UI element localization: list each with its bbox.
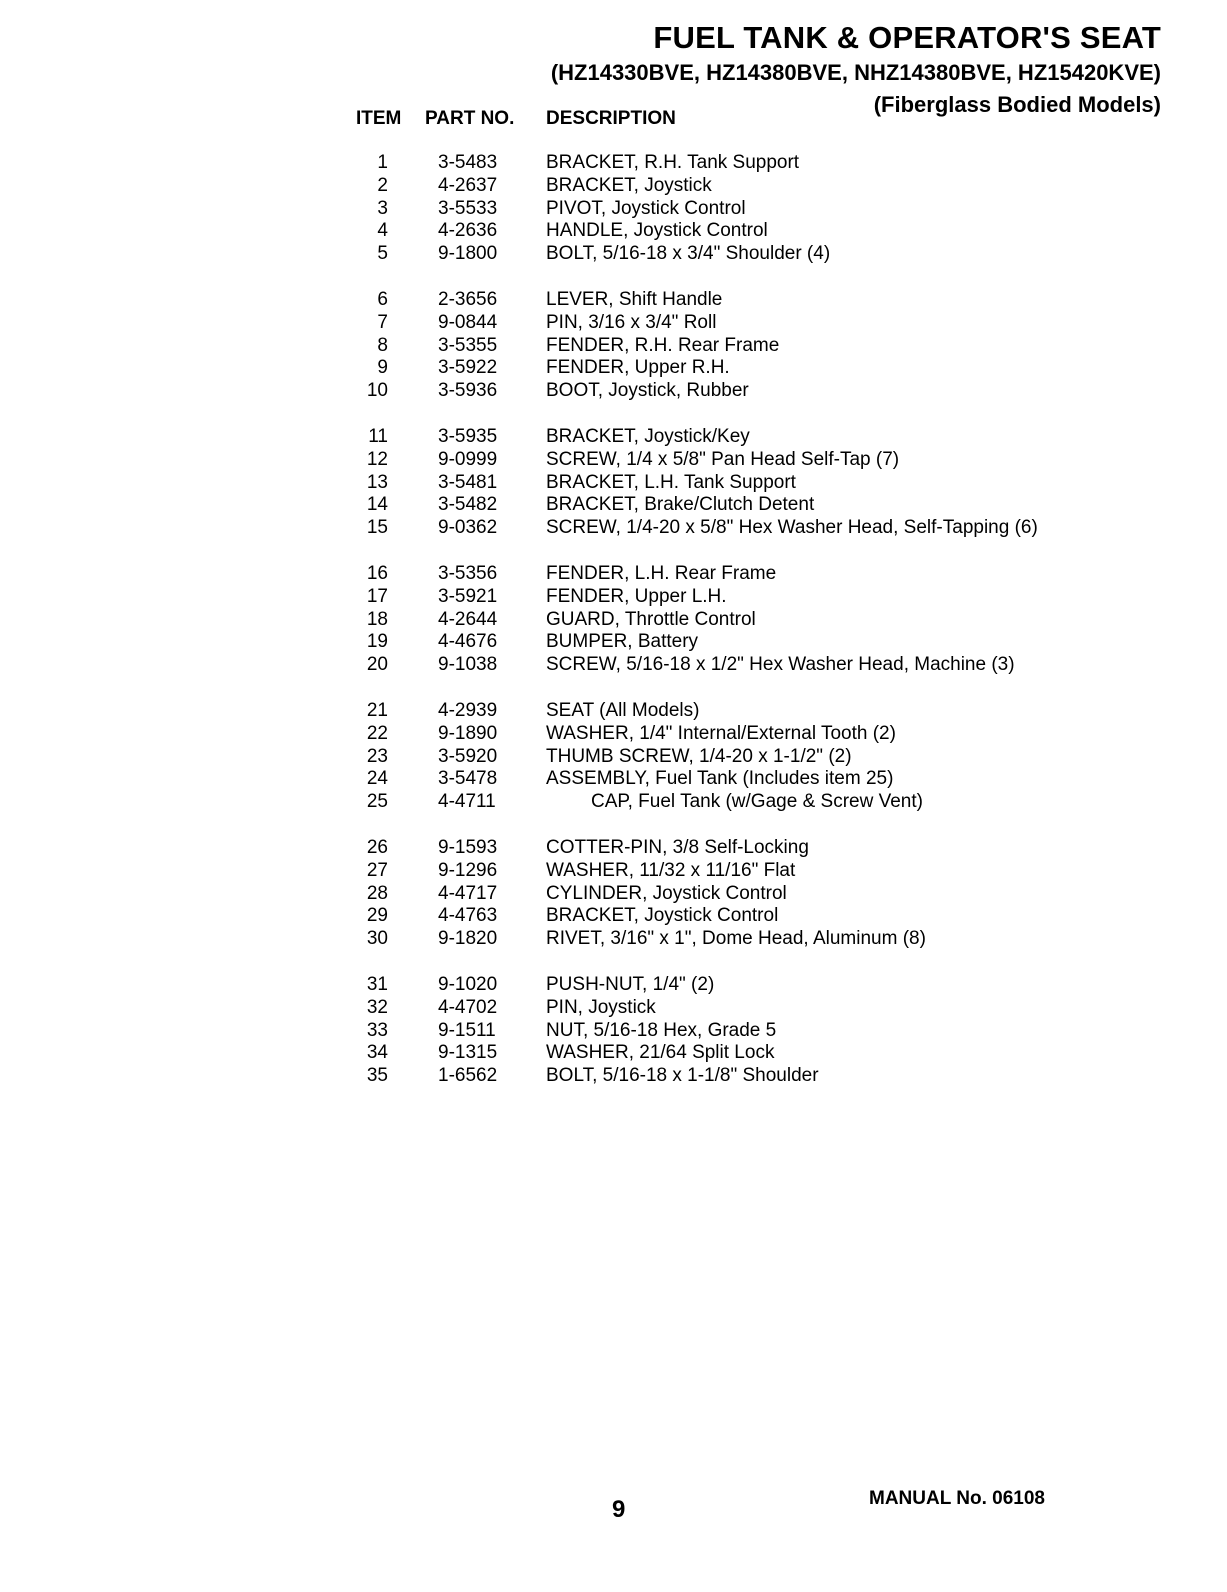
- part-description: BOOT, Joystick, Rubber: [546, 380, 749, 402]
- part-description: SCREW, 1/4-20 x 5/8" Hex Washer Head, Self-Tapping (6): [546, 517, 1038, 539]
- column-header-part-no: PART NO.: [425, 108, 515, 129]
- parts-group: [0, 700, 1227, 814]
- parts-row: [0, 654, 1227, 677]
- parts-row: [0, 928, 1227, 951]
- part-number: 3-5920: [438, 745, 498, 767]
- parts-row: [0, 1065, 1227, 1088]
- part-number: 4-4763: [438, 905, 498, 927]
- part-number: 9-0844: [438, 311, 498, 333]
- part-description: SEAT (All Models): [546, 699, 700, 721]
- part-description: FENDER, R.H. Rear Frame: [546, 334, 780, 356]
- part-description: BRACKET, R.H. Tank Support: [546, 152, 800, 173]
- item-number: 23: [366, 745, 388, 767]
- parts-row: [0, 220, 1227, 243]
- part-number: 4-2939: [438, 699, 498, 721]
- column-header-description: DESCRIPTION: [546, 108, 676, 129]
- parts-group: [0, 426, 1227, 540]
- part-number: 3-5936: [438, 380, 498, 402]
- parts-list: [0, 152, 1227, 1111]
- part-number: 9-1038: [438, 654, 498, 676]
- parts-row: [0, 426, 1227, 449]
- parts-row: [0, 974, 1227, 997]
- parts-row: [0, 380, 1227, 403]
- item-number: 34: [366, 1042, 388, 1064]
- part-description: SCREW, 5/16-18 x 1/2" Hex Washer Head, Machine (3): [546, 654, 1015, 676]
- parts-row: [0, 289, 1227, 312]
- part-description: BOLT, 5/16-18 x 3/4" Shoulder (4): [546, 243, 831, 265]
- part-number: 4-2637: [438, 174, 498, 196]
- parts-row: [0, 791, 1227, 814]
- part-number: 3-5482: [438, 494, 498, 516]
- part-description: FENDER, Upper L.H.: [546, 585, 727, 607]
- item-number: 2: [377, 174, 388, 196]
- part-number: 3-5481: [438, 471, 498, 493]
- parts-group: [0, 974, 1227, 1088]
- item-number: 18: [366, 608, 388, 630]
- item-number: 22: [366, 722, 388, 744]
- part-number: 4-2636: [438, 220, 498, 242]
- part-description: THUMB SCREW, 1/4-20 x 1-1/2" (2): [546, 745, 852, 767]
- part-description: RIVET, 3/16" x 1", Dome Head, Aluminum (8): [546, 928, 926, 950]
- parts-row: [0, 243, 1227, 266]
- item-number: 21: [366, 699, 388, 721]
- part-description: FENDER, L.H. Rear Frame: [546, 562, 777, 584]
- part-number: 9-1800: [438, 243, 498, 265]
- page-number: 9: [612, 1496, 626, 1523]
- parts-group: [0, 563, 1227, 677]
- item-number: 13: [366, 471, 388, 493]
- parts-group: [0, 152, 1227, 266]
- part-description: BRACKET, Joystick/Key: [546, 425, 750, 447]
- part-number: 4-4717: [438, 882, 498, 904]
- item-number: 12: [366, 448, 388, 470]
- item-number: 30: [366, 928, 388, 950]
- part-number: 2-3656: [438, 288, 498, 310]
- parts-row: [0, 905, 1227, 928]
- part-number: 3-5478: [438, 768, 498, 790]
- part-description: COTTER-PIN, 3/8 Self-Locking: [546, 836, 809, 858]
- part-description: WASHER, 1/4" Internal/External Tooth (2): [546, 722, 896, 744]
- part-description: FENDER, Upper R.H.: [546, 357, 730, 379]
- item-number: 5: [377, 243, 388, 265]
- parts-row: [0, 700, 1227, 723]
- part-number: 9-1315: [438, 1042, 498, 1064]
- part-description: WASHER, 21/64 Split Lock: [546, 1042, 775, 1064]
- part-description: BOLT, 5/16-18 x 1-1/8" Shoulder: [546, 1065, 819, 1087]
- part-number: 1-6562: [438, 1065, 498, 1087]
- parts-row: [0, 472, 1227, 495]
- part-number: 9-1820: [438, 928, 498, 950]
- part-description: PIVOT, Joystick Control: [546, 197, 746, 219]
- parts-row: [0, 517, 1227, 540]
- item-number: 17: [366, 585, 388, 607]
- item-number: 20: [366, 654, 388, 676]
- parts-group: [0, 837, 1227, 951]
- parts-row: [0, 746, 1227, 769]
- page-title: FUEL TANK & OPERATOR'S SEAT: [653, 20, 1161, 55]
- part-description: ASSEMBLY, Fuel Tank (Includes item 25): [546, 768, 894, 790]
- item-number: 33: [366, 1019, 388, 1041]
- item-number: 29: [366, 905, 388, 927]
- parts-row: [0, 357, 1227, 380]
- part-number: 3-5922: [438, 357, 498, 379]
- parts-row: [0, 609, 1227, 632]
- parts-group: [0, 289, 1227, 403]
- part-description: BRACKET, Joystick: [546, 174, 712, 196]
- item-number: 31: [366, 973, 388, 995]
- part-description: BRACKET, L.H. Tank Support: [546, 471, 796, 493]
- part-description: PIN, Joystick: [546, 996, 656, 1018]
- item-number: 25: [366, 791, 388, 813]
- part-description: WASHER, 11/32 x 11/16" Flat: [546, 859, 796, 881]
- part-number: 9-0999: [438, 448, 498, 470]
- part-description: PUSH-NUT, 1/4" (2): [546, 973, 715, 995]
- part-description: SCREW, 1/4 x 5/8" Pan Head Self-Tap (7): [546, 448, 900, 470]
- item-number: 14: [366, 494, 388, 516]
- part-number: 9-1020: [438, 973, 498, 995]
- part-number: 4-4711: [438, 791, 496, 813]
- item-number: 28: [366, 882, 388, 904]
- part-number: 4-4702: [438, 996, 498, 1018]
- part-number: 9-1890: [438, 722, 498, 744]
- part-number: 3-5935: [438, 425, 498, 447]
- item-number: 11: [368, 425, 388, 447]
- item-number: 6: [377, 288, 388, 310]
- parts-row: [0, 175, 1227, 198]
- part-number: 9-1296: [438, 859, 498, 881]
- parts-row: [0, 335, 1227, 358]
- model-list: (HZ14330BVE, HZ14380BVE, NHZ14380BVE, HZ15420KVE): [550, 60, 1161, 85]
- item-number: 8: [377, 334, 388, 356]
- part-description: NUT, 5/16-18 Hex, Grade 5: [546, 1019, 777, 1041]
- part-description: CYLINDER, Joystick Control: [546, 882, 787, 904]
- part-description: LEVER, Shift Handle: [546, 288, 723, 310]
- part-number: 3-5533: [438, 197, 498, 219]
- parts-row: [0, 152, 1227, 175]
- parts-row: [0, 883, 1227, 906]
- part-description: HANDLE, Joystick Control: [546, 220, 768, 242]
- item-number: 19: [366, 631, 388, 653]
- part-number: 9-1593: [438, 836, 498, 858]
- item-number: 26: [366, 836, 388, 858]
- parts-row: [0, 449, 1227, 472]
- item-number: 35: [366, 1065, 388, 1087]
- part-number: 4-2644: [438, 608, 498, 630]
- item-number: 27: [366, 859, 388, 881]
- part-number: 3-5356: [438, 562, 498, 584]
- part-number: 3-5483: [438, 152, 498, 173]
- column-header-item: ITEM: [356, 108, 402, 129]
- parts-row: [0, 586, 1227, 609]
- parts-row: [0, 198, 1227, 221]
- item-number: 9: [377, 357, 388, 379]
- parts-row: [0, 723, 1227, 746]
- parts-row: [0, 563, 1227, 586]
- item-number: 24: [366, 768, 388, 790]
- parts-row: [0, 860, 1227, 883]
- part-description: BUMPER, Battery: [546, 631, 699, 653]
- item-number: 10: [366, 380, 388, 402]
- part-number: 3-5355: [438, 334, 498, 356]
- item-number: 16: [366, 562, 388, 584]
- manual-number: MANUAL No. 06108: [869, 1488, 1045, 1509]
- parts-row: [0, 997, 1227, 1020]
- parts-row: [0, 631, 1227, 654]
- item-number: 4: [377, 220, 388, 242]
- item-number: 3: [377, 197, 388, 219]
- parts-row: [0, 494, 1227, 517]
- part-description: CAP, Fuel Tank (w/Gage & Screw Vent): [591, 791, 923, 813]
- parts-row: [0, 768, 1227, 791]
- parts-row: [0, 312, 1227, 335]
- item-number: 15: [366, 517, 388, 539]
- part-description: GUARD, Throttle Control: [546, 608, 756, 630]
- item-number: 32: [366, 996, 388, 1018]
- parts-row: [0, 1042, 1227, 1065]
- item-number: 1: [377, 152, 388, 173]
- parts-row: [0, 1020, 1227, 1043]
- part-description: PIN, 3/16 x 3/4" Roll: [546, 311, 717, 333]
- part-number: 9-0362: [438, 517, 498, 539]
- part-number: 9-1511: [438, 1019, 496, 1041]
- page-subtitle: (Fiberglass Bodied Models): [873, 92, 1161, 117]
- item-number: 7: [377, 311, 388, 333]
- part-number: 3-5921: [438, 585, 498, 607]
- part-number: 4-4676: [438, 631, 498, 653]
- part-description: BRACKET, Brake/Clutch Detent: [546, 494, 815, 516]
- part-description: BRACKET, Joystick Control: [546, 905, 779, 927]
- parts-row: [0, 837, 1227, 860]
